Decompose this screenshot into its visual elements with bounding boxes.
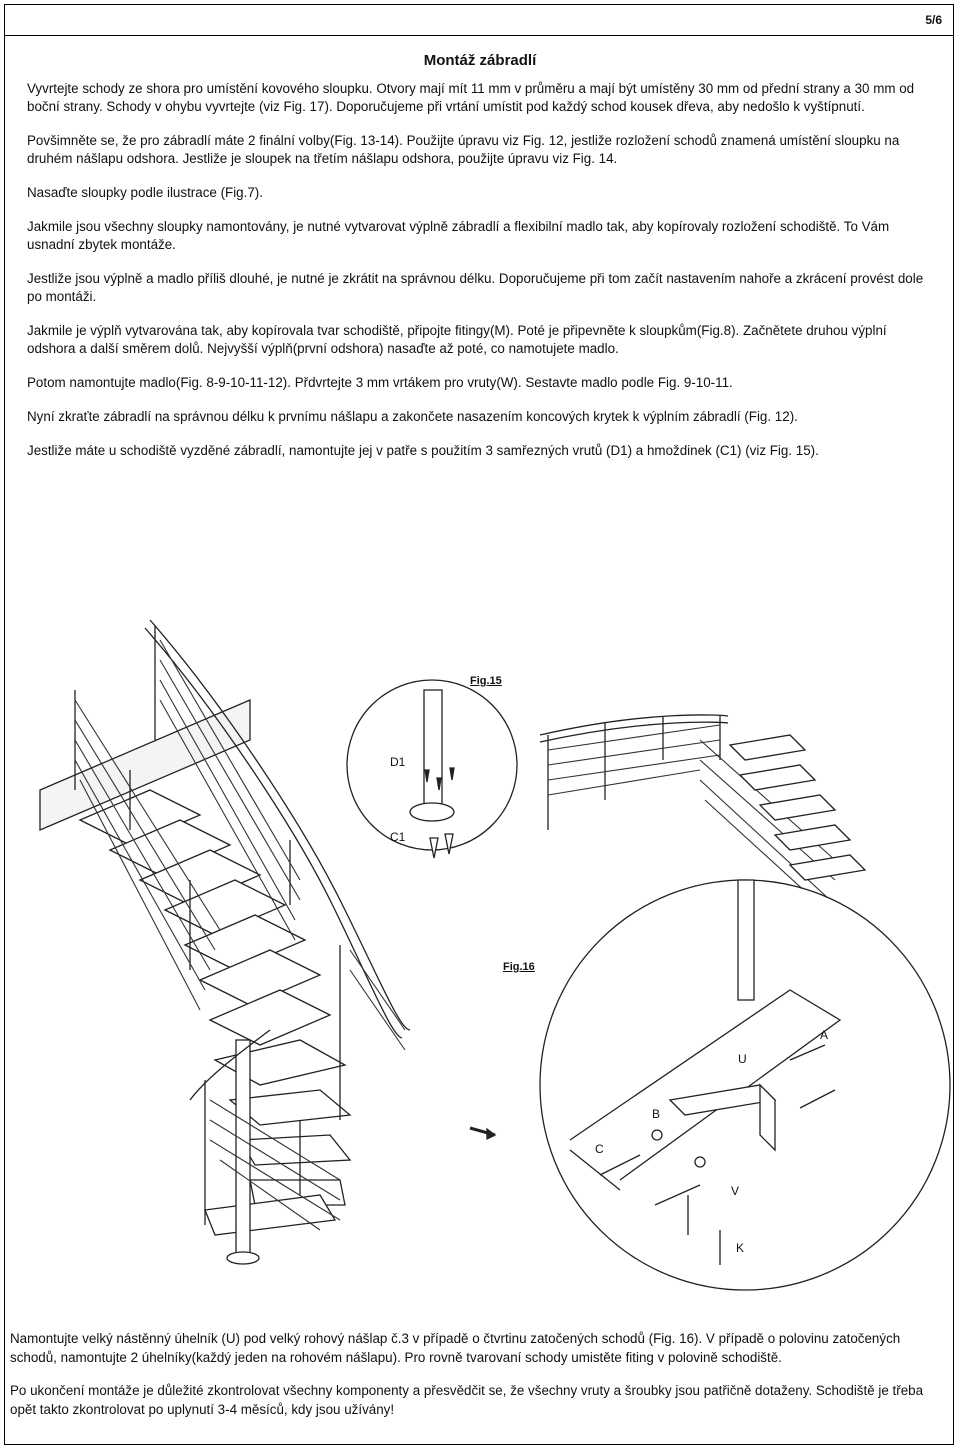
- fig16-label-c: C: [595, 1142, 604, 1156]
- fig16-label-k: K: [736, 1241, 745, 1255]
- paragraph: Jestliže máte u schodiště vyzděné zábradlí, namontujte jej v patře s použitím 3 samřezných vrutů (D1) a hmoždinek (C1) (viz Fig. 15).: [27, 443, 819, 458]
- fig16-label-b: B: [652, 1107, 661, 1121]
- paragraph: Potom namontujte madlo(Fig. 8-9-10-11-12). Přdvrtejte 3 mm vrtákem pro vruty(W). Sestavte madlo podle Fig. 9-10-11.: [27, 375, 733, 390]
- paragraph: Povšimněte se, že pro zábradlí máte 2 finální volby(Fig. 13-14). Použijte úpravu viz Fig. 12, jestliže rozložení schodů znamená umístění sloupku na druhém nášlapu odshora. Jestliže je sloupek na třetím nášlapu odshora, použijte úpravu viz Fig. 14.: [27, 133, 900, 166]
- fig15-label-c1: C1: [390, 830, 406, 844]
- paragraph: Vyvrtejte schody ze shora pro umístění kovového sloupku. Otvory mají mít 11 mm v průměru a mají být umístěny 30 mm od přední strany a 30 mm od boční strany. Schody v ohybu vyvrtejte (viz Fig. 17). Doporučujeme při vrtání umístit pod každý schod kousek dřeva, aby nedošlo k vyštípnutí.: [27, 81, 915, 114]
- fig16-title: Fig.16: [503, 961, 535, 973]
- fig15-title: Fig.15: [470, 675, 502, 687]
- paragraph: Jakmile je výplň vytvarována tak, aby kopírovala tvar schodiště, připojte fitingy(M). Poté je připevněte k sloupkům(Fig.8). Začnětete druhou výplní odshora a další směrem dolů. Nejvyšší výplň(první odshora) nasaďte až poté, co namotujete madlo.: [27, 323, 887, 356]
- paragraph: Jestliže jsou výplně a madlo příliš dlouhé, je nutné je zkrátit na správnou délku. Doporučujeme při tom začít nastavením nahoře a zkrácení provést dole po montáži.: [27, 271, 924, 304]
- fig16-label-a: A: [820, 1028, 829, 1042]
- paragraph: Jakmile jsou všechny sloupky namontovány, je nutné vytvarovat výplně zábradlí a flexibilní madlo tak, aby kopírovaly rozložení schodiště. To Vám usnadní zbytek montáže.: [27, 219, 890, 252]
- fig16-label-v: V: [731, 1184, 740, 1198]
- fig15-label-d1: D1: [390, 755, 406, 769]
- paragraph: Nyní zkraťte zábradlí na správnou délku k prvnímu nášlapu a zakončete nasazením koncových krytek k výplním zábradlí (Fig. 12).: [27, 409, 798, 424]
- paragraph: Nasaďte sloupky podle ilustrace (Fig.7).: [27, 185, 263, 200]
- mounting-note: Namontujte velký nástěnný úhelník (U) pod velký rohový nášlap č.3 v případě o čtvrtinu zatočených schodů (Fig. 16). V případě o polovinu zatočených schodů, namontujte 2 úhelníky(každý jeden na rohovém nášlapu). Pro rovně tvarovaní schody umistěte fiting v polovině schodiště.: [10, 1331, 901, 1365]
- page-title: Montáž zábradlí: [423, 52, 537, 69]
- fig16-label-u: U: [738, 1052, 747, 1066]
- maintenance-note: Po ukončení montáže je důležité zkontrolovat všechny komponenty a přesvědčit se, že všechny vruty a šroubky jsou patřičně dotaženy. Schodiště je třeba opět takto zkontrolovat po uplynutí 3-4 měsíců, kdy jsou užívány!: [10, 1383, 924, 1417]
- page-number: 5/6: [925, 13, 942, 27]
